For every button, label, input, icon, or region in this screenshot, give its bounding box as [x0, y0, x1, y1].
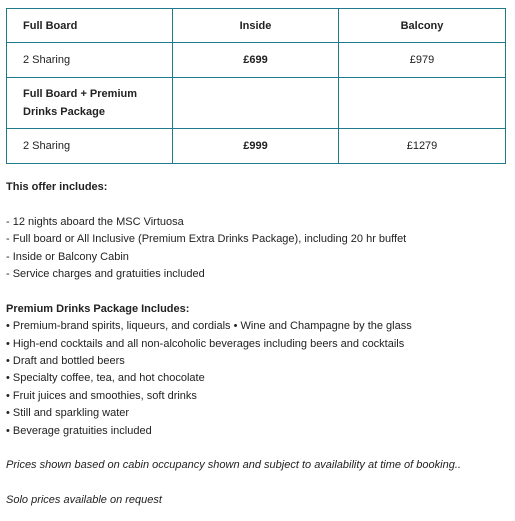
header-inside: Inside	[173, 9, 339, 43]
balcony-price: £979	[339, 43, 506, 78]
list-item: • Premium-brand spirits, liqueurs, and cordials • Wine and Champagne by the glass	[6, 320, 412, 333]
list-item: - Full board or All Inclusive (Premium Extra Drinks Package), including 20 hr buffet	[6, 233, 407, 246]
inside-price: £999	[173, 129, 339, 164]
row-label: 2 Sharing	[7, 129, 173, 164]
table-row	[7, 78, 506, 129]
inside-price	[173, 78, 339, 129]
package-label-line1: Full Board + Premium	[23, 88, 137, 100]
list-item: - Inside or Balcony Cabin	[6, 250, 129, 263]
list-item: - Service charges and gratuities included	[6, 268, 205, 281]
list-item: • Beverage gratuities included	[6, 424, 152, 437]
list-item: • Fruit juices and smoothies, soft drinks	[6, 389, 197, 402]
package-label-line2: Drinks Package	[23, 106, 105, 118]
list-item: • Draft and bottled beers	[6, 355, 125, 368]
list-item: • Still and sparkling water	[6, 407, 130, 420]
balcony-price	[339, 78, 506, 129]
premium-heading: Premium Drinks Package Includes:	[6, 302, 190, 315]
header-full-board: Full Board	[7, 9, 173, 43]
inside-price: £699	[173, 43, 339, 78]
pricing-table	[6, 8, 506, 164]
list-item: - 12 nights aboard the MSC Virtuosa	[6, 215, 184, 228]
table-row	[7, 43, 506, 78]
offer-heading: This offer includes:	[6, 181, 108, 193]
row-label: 2 Sharing	[7, 43, 173, 78]
list-item: • Specialty coffee, tea, and hot chocolate	[6, 372, 205, 385]
row-label-package	[7, 78, 173, 129]
availability-note: Prices shown based on cabin occupancy shown and subject to availability at time of booking..	[6, 459, 461, 472]
list-item: • High-end cocktails and all non-alcoholic beverages including beers and cocktails	[6, 337, 405, 350]
table-header-row	[7, 9, 506, 43]
header-balcony: Balcony	[339, 9, 506, 43]
table-row	[7, 129, 506, 164]
solo-note: Solo prices available on request	[6, 494, 162, 507]
offer-details	[6, 179, 511, 510]
balcony-price: £1279	[339, 129, 506, 164]
